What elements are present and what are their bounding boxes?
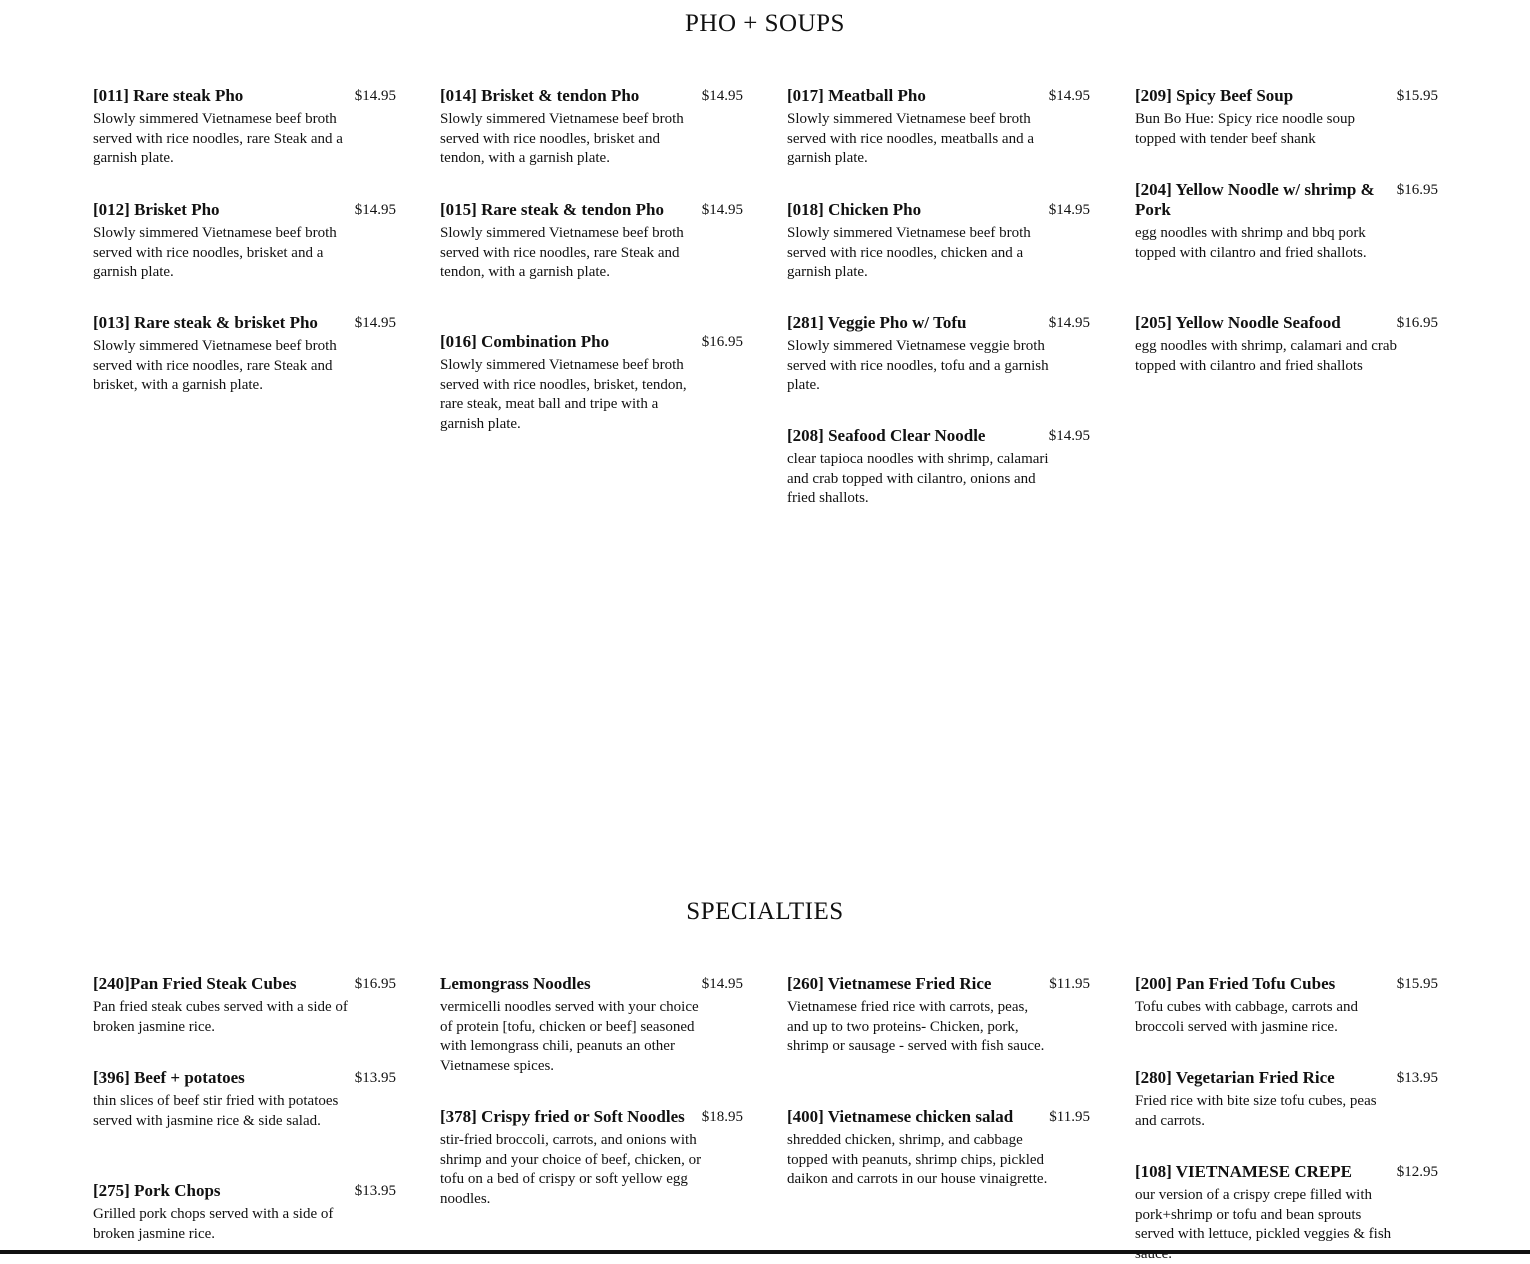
- item-name: [015] Rare steak & tendon Pho: [440, 200, 664, 219]
- bottom-divider: [0, 1250, 1530, 1254]
- menu-item: [440, 1107, 743, 1209]
- item-description: Slowly simmered Vietnamese veggie broth served with rice noodles, tofu and a garnish plate.: [787, 338, 1049, 393]
- item-price: $18.95: [701, 1109, 743, 1125]
- item-name: [205] Yellow Noodle Seafood: [1135, 313, 1341, 332]
- item-name: [017] Meatball Pho: [787, 86, 926, 105]
- item-price: $14.95: [354, 202, 396, 218]
- item-price: $14.95: [701, 976, 743, 992]
- item-description: Pan fried steak cubes served with a side of broken jasmine rice.: [93, 999, 348, 1035]
- item-price: $11.95: [1049, 976, 1090, 992]
- item-name: [378] Crispy fried or Soft Noodles: [440, 1107, 685, 1126]
- menu-item: [93, 974, 396, 1037]
- item-price: $13.95: [1396, 1070, 1438, 1086]
- item-name: [018] Chicken Pho: [787, 200, 922, 219]
- item-price: $13.95: [354, 1070, 396, 1086]
- item-price: $14.95: [1048, 428, 1090, 444]
- item-description: egg noodles with shrimp and bbq pork topped with cilantro and fried shallots.: [1135, 225, 1367, 261]
- item-name: [108] VIETNAMESE CREPE: [1135, 1162, 1352, 1181]
- item-description: clear tapioca noodles with shrimp, calamari and crab topped with cilantro, onions and fried shallots.: [787, 451, 1049, 506]
- item-description: Slowly simmered Vietnamese beef broth served with rice noodles, rare Steak and tendon, with a garnish plate.: [440, 225, 684, 280]
- item-price: $16.95: [1396, 182, 1438, 198]
- item-description: Tofu cubes with cabbage, carrots and broccoli served with jasmine rice.: [1135, 999, 1359, 1035]
- item-price: $16.95: [354, 976, 396, 992]
- item-price: $14.95: [701, 202, 743, 218]
- item-name: [013] Rare steak & brisket Pho: [93, 313, 318, 332]
- item-name: [209] Spicy Beef Soup: [1135, 86, 1294, 105]
- menu-item: [787, 1107, 1090, 1190]
- item-description: shredded chicken, shrimp, and cabbage topped with peanuts, shrimp chips, pickled daikon and carrots in our house vinaigrette.: [787, 1132, 1048, 1187]
- item-price: $14.95: [354, 315, 396, 331]
- item-description: Slowly simmered Vietnamese beef broth served with rice noodles, meatballs and a garnish plate.: [787, 111, 1035, 166]
- item-description: our version of a crispy crepe filled with pork+shrimp or tofu and bean sprouts served with lettuce, pickled veggies & fish: [1135, 1187, 1392, 1242]
- item-price: $12.95: [1396, 1164, 1438, 1180]
- section-title-pho-soups: PHO + SOUPS: [685, 10, 845, 37]
- item-name: [280] Vegetarian Fried Rice: [1135, 1068, 1335, 1087]
- item-description: Slowly simmered Vietnamese beef broth served with rice noodles, brisket and tendon, with a garnish plate.: [440, 111, 684, 166]
- item-description: thin slices of beef stir fried with potatoes served with jasmine rice & side salad.: [93, 1093, 339, 1129]
- item-price: $15.95: [1396, 976, 1438, 992]
- item-price: $11.95: [1049, 1109, 1090, 1125]
- item-price: $13.95: [354, 1183, 396, 1199]
- menu-item: [93, 1068, 396, 1131]
- item-price: $16.95: [701, 334, 743, 350]
- item-description: stir-fried broccoli, carrots, and onions with shrimp and your choice of beef, chicken, or tofu on a bed of crispy or soft yellow egg noodles.: [440, 1132, 702, 1207]
- item-price: $14.95: [701, 88, 743, 104]
- item-name: [275] Pork Chops: [93, 1181, 221, 1200]
- item-description: vermicelli noodles served with your choice of protein [tofu, chicken or beef] seasoned with lemongrass chili, peanuts an other Vietnamese spices.: [440, 999, 699, 1074]
- item-name: [400] Vietnamese chicken salad: [787, 1107, 1014, 1126]
- item-description: Slowly simmered Vietnamese beef broth served with rice noodles, brisket, tendon, rare steak, meat ball and tripe with a garnish plate.: [440, 357, 687, 432]
- item-name: [260] Vietnamese Fried Rice: [787, 974, 992, 993]
- item-price: $14.95: [1048, 88, 1090, 104]
- item-name: Lemongrass Noodles: [440, 974, 591, 993]
- item-price: $16.95: [1396, 315, 1438, 331]
- item-name: [014] Brisket & tendon Pho: [440, 86, 640, 105]
- item-description: Bun Bo Hue: Spicy rice noodle soup topped with tender beef shank: [1135, 111, 1355, 147]
- item-description: Slowly simmered Vietnamese beef broth served with rice noodles, rare Steak and a garnish plate.: [93, 111, 343, 166]
- item-price: $14.95: [1048, 202, 1090, 218]
- menu-item: [93, 1181, 396, 1244]
- menu-item: [1135, 1068, 1438, 1131]
- item-price: $14.95: [1048, 315, 1090, 331]
- item-description: Slowly simmered Vietnamese beef broth served with rice noodles, rare Steak and brisket, with a garnish plate.: [93, 338, 337, 393]
- item-name: [011] Rare steak Pho: [93, 86, 244, 105]
- menu-item: [1135, 1162, 1438, 1264]
- item-name: [281] Veggie Pho w/ Tofu: [787, 313, 967, 332]
- item-name: [240]Pan Fried Steak Cubes: [93, 974, 297, 993]
- item-name: [200] Pan Fried Tofu Cubes: [1135, 974, 1336, 993]
- section-title-specialties: SPECIALTIES: [686, 898, 844, 925]
- item-description: Slowly simmered Vietnamese beef broth served with rice noodles, chicken and a garnish plate.: [787, 225, 1031, 280]
- item-description: Slowly simmered Vietnamese beef broth served with rice noodles, brisket and a garnish plate.: [93, 225, 337, 280]
- item-description: Grilled pork chops served with a side of broken jasmine rice.: [93, 1206, 334, 1242]
- item-description: egg noodles with shrimp, calamari and crab topped with cilantro and fried shallots: [1135, 338, 1398, 374]
- item-price: $15.95: [1396, 88, 1438, 104]
- item-name: [396] Beef + potatoes: [93, 1068, 245, 1087]
- item-description: Vietnamese fried rice with carrots, peas, and up to two proteins- Chicken, pork, shrimp or sausage - served with fish sauce.: [787, 999, 1045, 1054]
- item-name: [208] Seafood Clear Noodle: [787, 426, 986, 445]
- item-name: [204] Yellow Noodle w/ shrimp & Pork: [1135, 180, 1375, 219]
- menu-item: [787, 974, 1090, 1057]
- item-price: $14.95: [354, 88, 396, 104]
- item-description: Fried rice with bite size tofu cubes, peas and carrots.: [1135, 1093, 1377, 1129]
- item-name: [012] Brisket Pho: [93, 200, 220, 219]
- menu-item: [440, 974, 743, 1076]
- item-name: [016] Combination Pho: [440, 332, 610, 351]
- menu-item: [1135, 974, 1438, 1037]
